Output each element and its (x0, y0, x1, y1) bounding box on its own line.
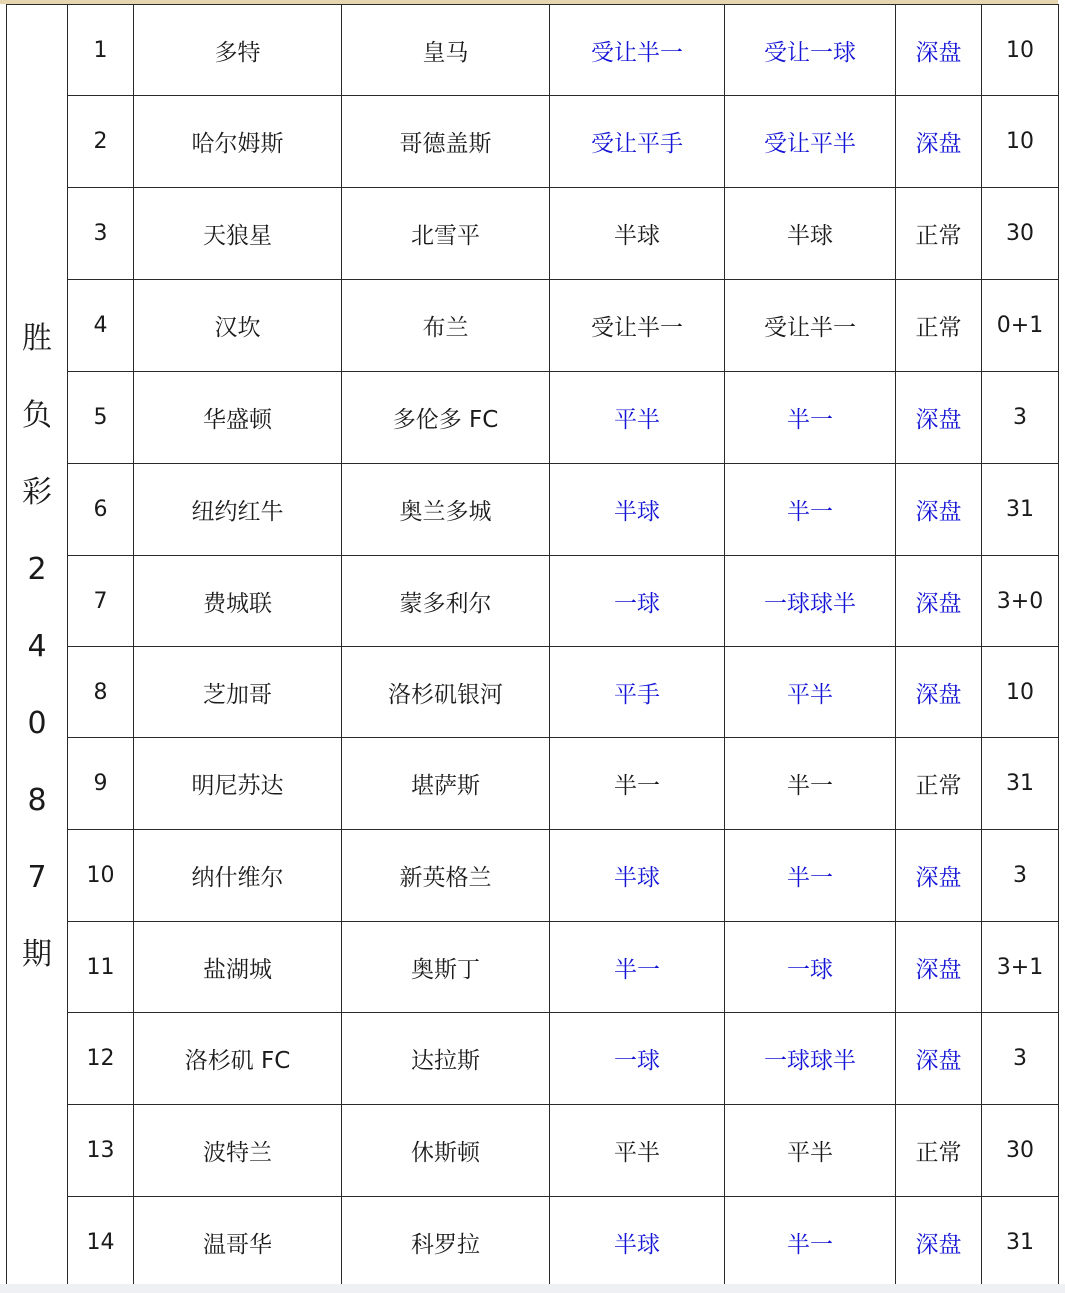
away-team-cell: 北雪平 (342, 188, 550, 280)
period-label-char: 2 (27, 552, 47, 587)
away-team-cell: 休斯顿 (342, 1105, 550, 1197)
handicap-current-cell: 半一 (725, 1197, 896, 1289)
table-row (7, 556, 1059, 647)
handicap-depth-cell: 正常 (896, 188, 982, 280)
handicap-current-cell: 半球 (725, 188, 896, 280)
period-label-char: 彩 (22, 475, 52, 510)
match-number-cell: 5 (68, 372, 134, 464)
period-label-char: 0 (27, 706, 47, 741)
handicap-initial-cell: 半一 (550, 738, 725, 830)
table-row (7, 280, 1059, 372)
home-team-cell: 华盛顿 (134, 372, 342, 464)
away-team-cell: 新英格兰 (342, 830, 550, 922)
home-team-cell: 波特兰 (134, 1105, 342, 1197)
match-number-cell: 12 (68, 1013, 134, 1105)
match-table (6, 4, 1059, 1289)
table-row (7, 738, 1059, 830)
handicap-current-cell: 一球球半 (725, 1013, 896, 1105)
match-number-cell: 2 (68, 96, 134, 188)
pick-cell: 31 (982, 1197, 1059, 1289)
table-row (7, 96, 1059, 188)
period-label-cell (7, 5, 68, 1289)
pick-cell: 3 (982, 1013, 1059, 1105)
match-number-cell: 4 (68, 280, 134, 372)
handicap-depth-cell: 正常 (896, 280, 982, 372)
home-team-cell: 费城联 (134, 556, 342, 647)
handicap-depth-cell: 深盘 (896, 1013, 982, 1105)
handicap-depth-cell: 深盘 (896, 556, 982, 647)
home-team-cell: 天狼星 (134, 188, 342, 280)
away-team-cell: 奥兰多城 (342, 464, 550, 556)
table-row (7, 922, 1059, 1013)
away-team-cell: 哥德盖斯 (342, 96, 550, 188)
handicap-initial-cell: 平半 (550, 372, 725, 464)
pick-cell: 10 (982, 5, 1059, 96)
handicap-current-cell: 半一 (725, 830, 896, 922)
match-number-cell: 13 (68, 1105, 134, 1197)
handicap-initial-cell: 平手 (550, 647, 725, 738)
home-team-cell: 盐湖城 (134, 922, 342, 1013)
handicap-initial-cell: 一球 (550, 1013, 725, 1105)
handicap-initial-cell: 半球 (550, 464, 725, 556)
handicap-initial-cell: 半球 (550, 1197, 725, 1289)
table-row (7, 464, 1059, 556)
handicap-depth-cell: 深盘 (896, 5, 982, 96)
away-team-cell: 堪萨斯 (342, 738, 550, 830)
handicap-current-cell: 半一 (725, 464, 896, 556)
handicap-depth-cell: 深盘 (896, 464, 982, 556)
handicap-current-cell: 平半 (725, 1105, 896, 1197)
pick-cell: 3+0 (982, 556, 1059, 647)
handicap-depth-cell: 深盘 (896, 1197, 982, 1289)
match-number-cell: 10 (68, 830, 134, 922)
handicap-depth-cell: 深盘 (896, 647, 982, 738)
handicap-current-cell: 平半 (725, 647, 896, 738)
match-number-cell: 6 (68, 464, 134, 556)
pick-cell: 3+1 (982, 922, 1059, 1013)
home-team-cell: 温哥华 (134, 1197, 342, 1289)
handicap-depth-cell: 深盘 (896, 96, 982, 188)
pick-cell: 31 (982, 738, 1059, 830)
table-row (7, 1197, 1059, 1289)
table-row (7, 5, 1059, 96)
period-label-char: 期 (22, 937, 52, 972)
home-team-cell: 芝加哥 (134, 647, 342, 738)
pick-cell: 30 (982, 1105, 1059, 1197)
home-team-cell: 明尼苏达 (134, 738, 342, 830)
table-row (7, 188, 1059, 280)
handicap-current-cell: 一球球半 (725, 556, 896, 647)
pick-cell: 3 (982, 372, 1059, 464)
home-team-cell: 纽约红牛 (134, 464, 342, 556)
away-team-cell: 蒙多利尔 (342, 556, 550, 647)
handicap-depth-cell: 正常 (896, 1105, 982, 1197)
period-label-char: 4 (27, 629, 47, 664)
handicap-current-cell: 一球 (725, 922, 896, 1013)
handicap-current-cell: 半一 (725, 372, 896, 464)
home-team-cell: 哈尔姆斯 (134, 96, 342, 188)
match-number-cell: 11 (68, 922, 134, 1013)
handicap-initial-cell: 半一 (550, 922, 725, 1013)
period-label-char: 8 (27, 783, 47, 818)
period-label-char: 负 (22, 398, 52, 433)
pick-cell: 10 (982, 96, 1059, 188)
home-team-cell: 洛杉矶 FC (134, 1013, 342, 1105)
handicap-current-cell: 受让平半 (725, 96, 896, 188)
handicap-current-cell: 受让一球 (725, 5, 896, 96)
home-team-cell: 纳什维尔 (134, 830, 342, 922)
handicap-depth-cell: 深盘 (896, 922, 982, 1013)
away-team-cell: 达拉斯 (342, 1013, 550, 1105)
table-row (7, 1105, 1059, 1197)
handicap-initial-cell: 平半 (550, 1105, 725, 1197)
match-number-cell: 14 (68, 1197, 134, 1289)
bottom-divider (0, 1284, 1065, 1293)
pick-cell: 31 (982, 464, 1059, 556)
away-team-cell: 皇马 (342, 5, 550, 96)
handicap-depth-cell: 正常 (896, 738, 982, 830)
pick-cell: 30 (982, 188, 1059, 280)
period-label (7, 300, 67, 993)
pick-cell: 10 (982, 647, 1059, 738)
home-team-cell: 汉坎 (134, 280, 342, 372)
handicap-initial-cell: 受让半一 (550, 280, 725, 372)
away-team-cell: 多伦多 FC (342, 372, 550, 464)
period-label-char: 胜 (22, 321, 52, 356)
handicap-current-cell: 受让半一 (725, 280, 896, 372)
away-team-cell: 洛杉矶银河 (342, 647, 550, 738)
handicap-initial-cell: 半球 (550, 830, 725, 922)
handicap-initial-cell: 半球 (550, 188, 725, 280)
table-row (7, 647, 1059, 738)
handicap-depth-cell: 深盘 (896, 830, 982, 922)
pick-cell: 0+1 (982, 280, 1059, 372)
handicap-depth-cell: 深盘 (896, 372, 982, 464)
away-team-cell: 奥斯丁 (342, 922, 550, 1013)
table-row (7, 830, 1059, 922)
handicap-initial-cell: 受让半一 (550, 5, 725, 96)
match-number-cell: 8 (68, 647, 134, 738)
table-row (7, 372, 1059, 464)
away-team-cell: 科罗拉 (342, 1197, 550, 1289)
home-team-cell: 多特 (134, 5, 342, 96)
period-label-char: 7 (27, 860, 47, 895)
away-team-cell: 布兰 (342, 280, 550, 372)
match-number-cell: 1 (68, 5, 134, 96)
match-number-cell: 3 (68, 188, 134, 280)
handicap-initial-cell: 一球 (550, 556, 725, 647)
pick-cell: 3 (982, 830, 1059, 922)
handicap-current-cell: 半一 (725, 738, 896, 830)
table-row (7, 1013, 1059, 1105)
handicap-initial-cell: 受让平手 (550, 96, 725, 188)
match-number-cell: 9 (68, 738, 134, 830)
match-number-cell: 7 (68, 556, 134, 647)
table-body (7, 5, 1059, 1289)
